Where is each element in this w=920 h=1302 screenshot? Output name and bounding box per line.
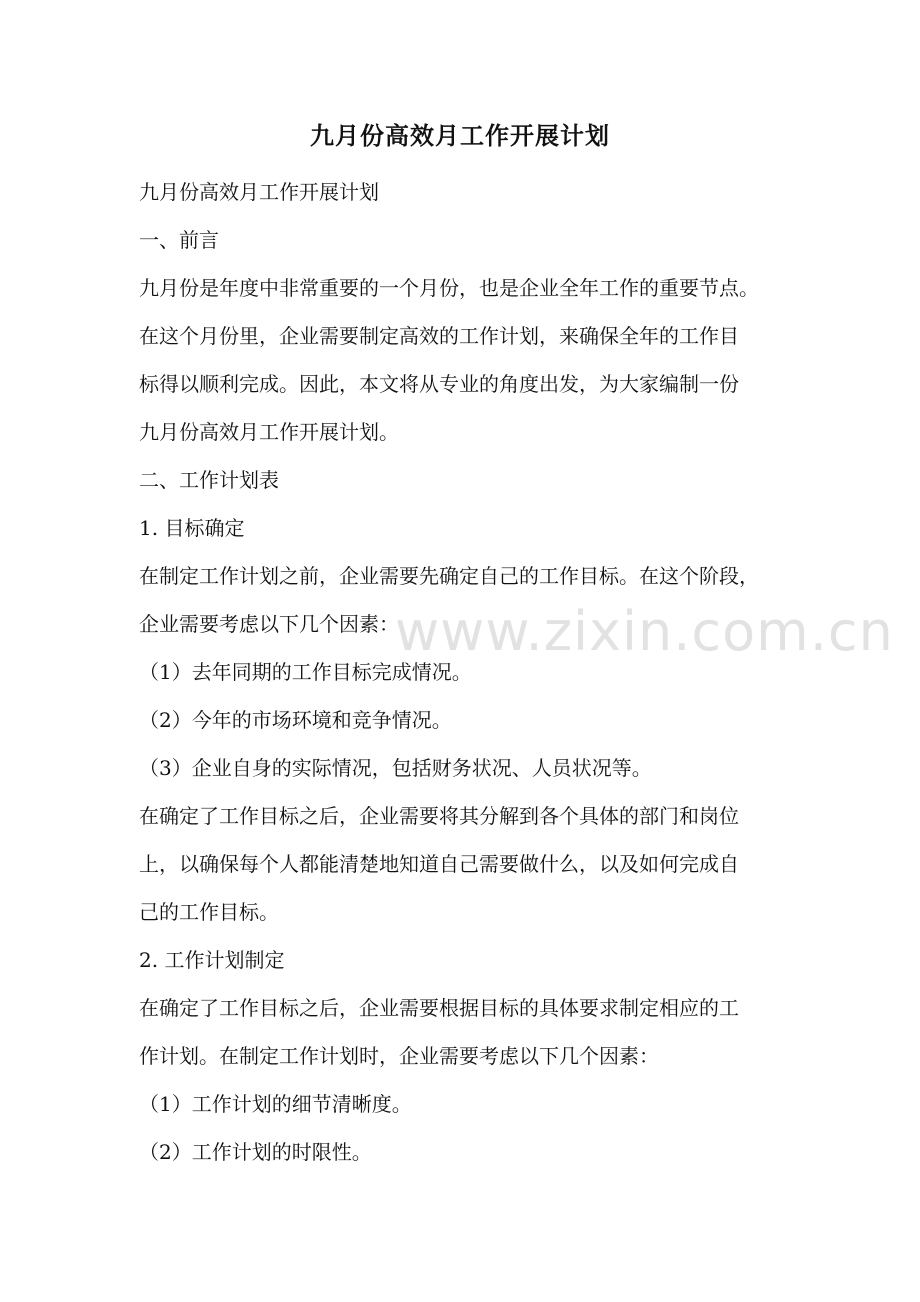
paragraph-line: 在确定了工作目标之后，企业需要根据目标的具体要求制定相应的工 bbox=[139, 996, 739, 1020]
section-heading-plan-table: 二、工作计划表 bbox=[139, 468, 279, 492]
paragraph-line: 作计划。在制定工作计划时，企业需要考虑以下几个因素： bbox=[139, 1044, 659, 1068]
subsection-heading-plan: 2. 工作计划制定 bbox=[139, 948, 285, 972]
paragraph-line: 上，以确保每个人都能清楚地知道自己需要做什么，以及如何完成自 bbox=[139, 852, 739, 876]
paragraph-line: 企业需要考虑以下几个因素： bbox=[139, 612, 399, 636]
subsection-heading-goal: 1. 目标确定 bbox=[139, 516, 245, 540]
document-body bbox=[139, 168, 799, 1176]
paragraph-line: 九月份是年度中非常重要的一个月份，也是企业全年工作的重要节点。 bbox=[139, 276, 759, 300]
list-item: （3）企业自身的实际情况，包括财务状况、人员状况等。 bbox=[139, 756, 652, 780]
paragraph-line: 在确定了工作目标之后，企业需要将其分解到各个具体的部门和岗位 bbox=[139, 804, 739, 828]
paragraph-line: 九月份高效月工作开展计划。 bbox=[139, 420, 399, 444]
paragraph-line: 己的工作目标。 bbox=[139, 900, 279, 924]
section-heading-preface: 一、前言 bbox=[139, 228, 219, 252]
document-title: 九月份高效月工作开展计划 bbox=[310, 121, 610, 150]
subtitle-line: 九月份高效月工作开展计划 bbox=[139, 180, 379, 204]
list-item: （1）工作计划的细节清晰度。 bbox=[139, 1092, 412, 1116]
paragraph-line: 标得以顺利完成。因此，本文将从专业的角度出发，为大家编制一份 bbox=[139, 372, 739, 396]
list-item: （2）今年的市场环境和竞争情况。 bbox=[139, 708, 452, 732]
paragraph-line: 在这个月份里，企业需要制定高效的工作计划，来确保全年的工作目 bbox=[139, 324, 739, 348]
paragraph-line: 在制定工作计划之前，企业需要先确定自己的工作目标。在这个阶段， bbox=[139, 564, 759, 588]
list-item: （1）去年同期的工作目标完成情况。 bbox=[139, 660, 472, 684]
watermark: www.zixin.com.cn bbox=[395, 600, 894, 663]
list-item: （2）工作计划的时限性。 bbox=[139, 1140, 372, 1164]
